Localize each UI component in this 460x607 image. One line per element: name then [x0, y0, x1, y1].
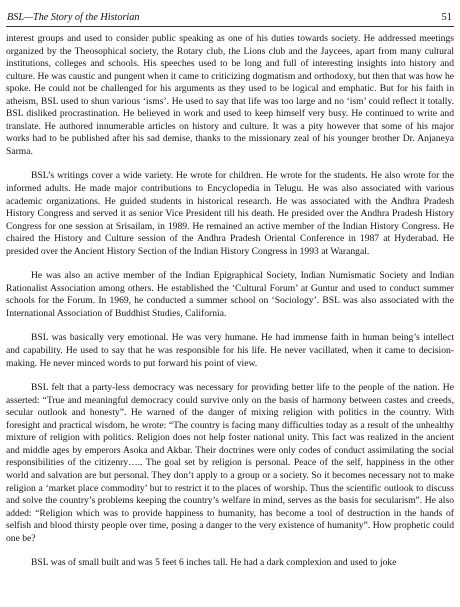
paragraph-appearance: BSL was of small built and was 5 feet 6 inches tall. He had a dark complexion and used to joke	[31, 557, 397, 569]
paragraph-writings: BSL’s writings cover a wide variety. He wrote for children. He wrote for the students. He also wrote for the informed adults. He made major contributions to Encyclopedia in Telugu. He was also associated with various academic organizations. He guided students in historical research. He was associated with the Andhra Pradesh History Congress and served it as senior Vice President till his death. He presided over the Andhra Pradesh History Congress for one session at Srisailam, in 1989. He remained an active member of the Indian History Congress. He chaired the History and Culture session of the Andhra Pradesh Oriental Conference in 1987 at Hyderabad. He presided over the Ancient History Section of the Indian History Congress in 1993 at Warangal.	[6, 170, 454, 257]
paragraph-character: BSL was basically very emotional. He was very humane. He had immense faith in human being’s intellect and capability. He used to say that he was responsible for his life. He never vacillated, when it came to decision-making. He never minced words to put forward his point of view.	[6, 332, 454, 369]
header-rule	[6, 26, 454, 27]
running-title: BSL—The Story of the Historian	[7, 12, 140, 23]
paragraph-societies: He was also an active member of the Indian Epigraphical Society, Indian Numismatic Society and Indian Rationalist Association among others. He established the ‘Cultural Forum’ at Guntur and used to conduct summer schools for the Forum. In 1969, he conducted a summer school on ‘Sociology’. BSL was also associated with the International Association of Buddhist Studies, California.	[6, 270, 454, 319]
page-body	[6, 33, 454, 570]
page-number: 51	[441, 12, 452, 23]
paragraph-continuation: interest groups and used to consider public speaking as one of his duties towards society. He addressed meetings organized by the Theosophical society, the Rotary club, the Lions club and the Jaycees, apart from many cultural institutions, colleges and schools. His speeches used to be long and full of interesting insights into history and culture. He was caustic and pungent when it came to criticizing dogmatism and orthodoxy, but then that was how he spoke. He could not be challenged for his arguments as they used to be logical and emphatic. But for his faith in atheism, BSL used to shun various ‘isms’. He used to say that life was too large and no ‘ism’ could reflect it totally. BSL disliked procrastination. He believed in work and used to keep himself very busy. He continued to write and translate. He authored innumerable articles on history and culture. It was a pity however that some of his major works had to be published after his sad demise, thanks to the missionary zeal of his younger brother Dr. Anjaneya Sarma.	[6, 33, 454, 157]
running-header	[7, 12, 452, 23]
paragraph-democracy: BSL felt that a party-less democracy was necessary for providing better life to the people of the nation. He asserted: “True and meaningful democracy could survive only on the basis of harmony between castes and creeds, secular outlook and honesty”. He warned of the danger of mixing religion with politics in the country. With foresight and practical wisdom, he wrote: “The country is facing many difficulties today as a result of the unhealthy mixture of religion with politics. Religion does not help foster national unity. This fact was realized in the ancient and middle ages by emperors Asoka and Akbar. Their doctrines were only codes of conduct assimilating the social responsibilities of the citizenry….. The goal set by religion is personal. Peace of the self, happiness in the other world and salvation are but personal. They don’t apply to a group or a society. So it becomes necessary not to make religion a ‘market place commodity’ but to restrict it to the places of worship. Thus the scientific outlook to discuss and solve the country’s problems keeping the country’s welfare in mind, serves as the basis for secularism”. He also added: “Religion which was to provide happiness to humanity, has become a tool of destruction in the hands of selfish and blood thirsty people over time, posing a danger to the very existence of humanity”. How prophetic could one be?	[6, 382, 454, 544]
